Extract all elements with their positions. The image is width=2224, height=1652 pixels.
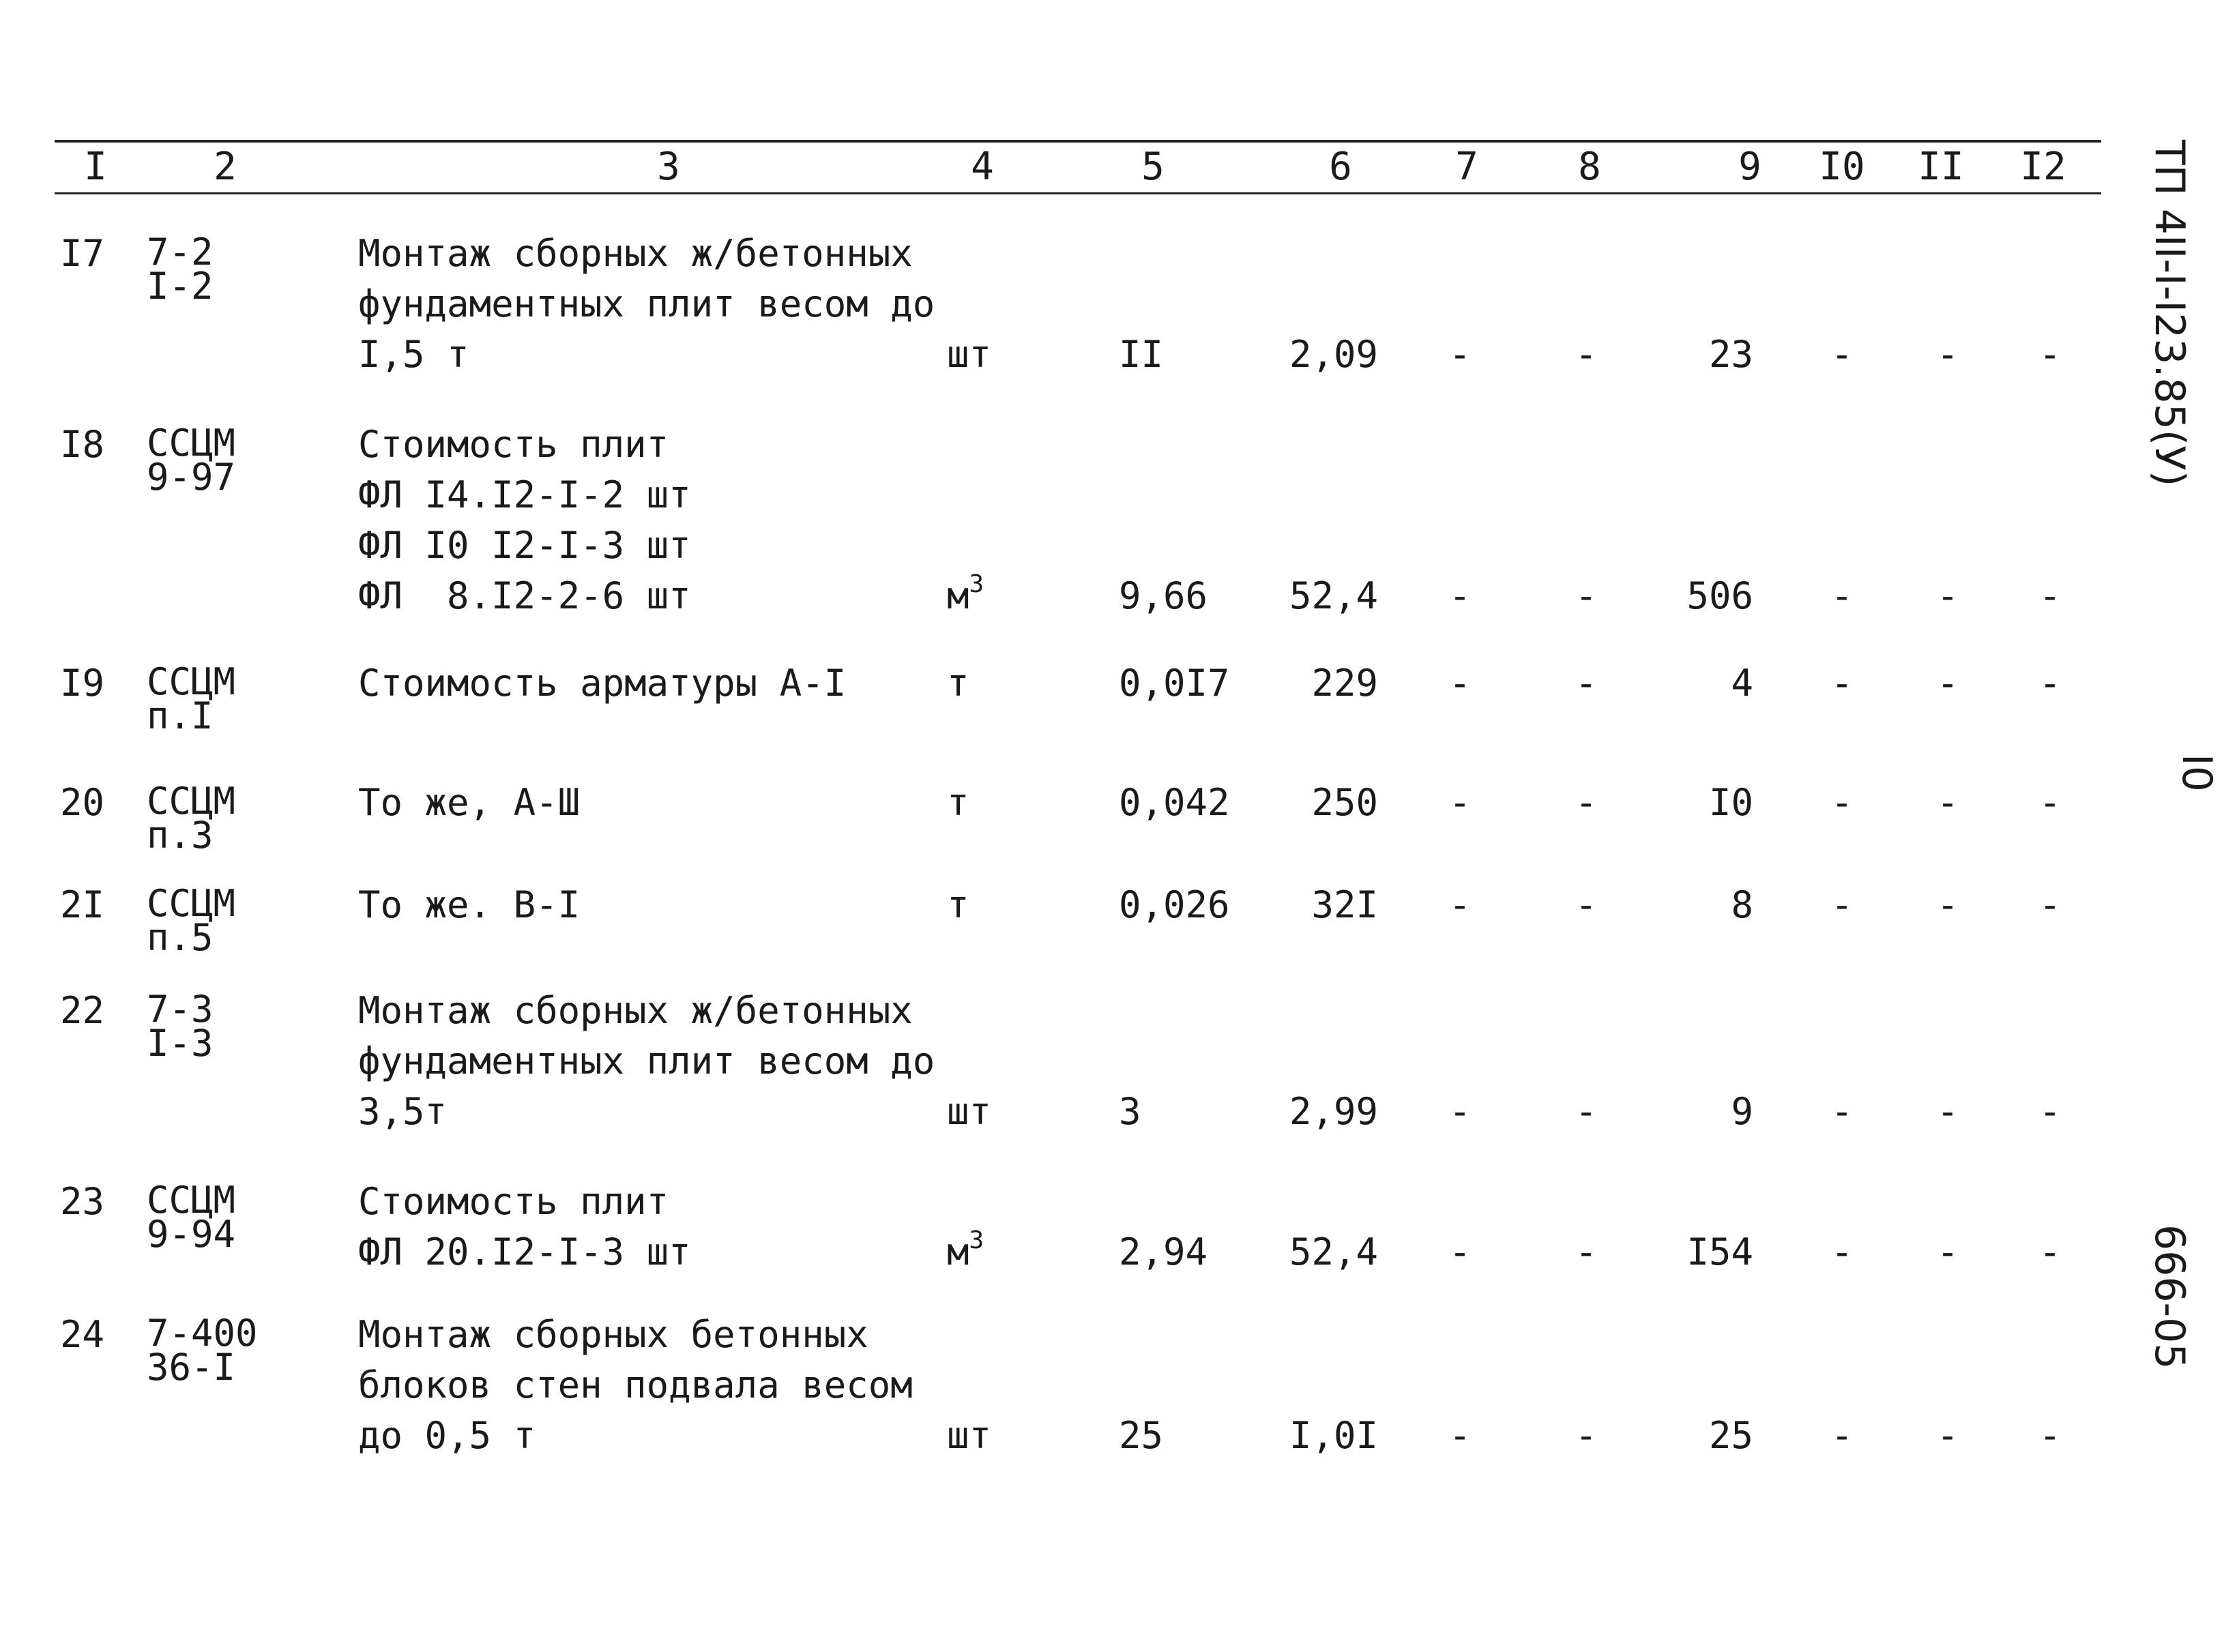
description-line: То же. В-I [358, 883, 581, 926]
norm-code-line: I-3 [147, 1022, 214, 1065]
unit [947, 571, 984, 621]
header-underline [55, 192, 2101, 194]
col7-value: - [1448, 333, 1472, 376]
col-header-5: 5 [1141, 145, 1165, 189]
col11-value: - [1936, 333, 1959, 376]
unit-exponent: 3 [969, 1226, 984, 1254]
quantity: 9,66 [1119, 574, 1208, 617]
unit-text: м [947, 1230, 969, 1273]
norm-code [147, 1312, 258, 1389]
norm-code-line: 9-97 [147, 456, 236, 499]
col-header-9: 9 [1738, 145, 1761, 189]
row-number: 22 [60, 989, 105, 1032]
description-line: фундаментных плит весом до [358, 1039, 935, 1082]
description-line: фундаментных плит весом до [358, 282, 935, 325]
unit-price: 52,4 [1289, 1230, 1378, 1273]
col10-value: - [1830, 1230, 1854, 1273]
row-number: 23 [60, 1180, 105, 1223]
norm-code-line: п.I [147, 694, 214, 737]
col8-value: - [1575, 1090, 1598, 1133]
col10-value: - [1830, 781, 1854, 824]
col8-value: - [1575, 574, 1598, 617]
col8-value: - [1575, 662, 1598, 705]
col-header-3: 3 [657, 145, 680, 189]
col10-value: - [1830, 574, 1854, 617]
total-cost: 8 [1731, 883, 1753, 926]
col12-value: - [2038, 1090, 2062, 1133]
work-description [358, 986, 935, 1137]
col10-value: - [1830, 1414, 1854, 1457]
total-cost: I54 [1686, 1230, 1753, 1273]
description-line: Монтаж сборных ж/бетонных [358, 989, 913, 1032]
col10-value: - [1830, 333, 1854, 376]
norm-code-line: ССЦМ [147, 882, 236, 925]
norm-code-line: п.5 [147, 916, 214, 959]
work-description [358, 658, 846, 709]
quantity: 3 [1119, 1090, 1141, 1133]
description-line: Стоимость плит [358, 423, 669, 466]
work-description [358, 1310, 913, 1461]
quantity: 2,94 [1119, 1230, 1208, 1273]
description-line: 3,5т [358, 1090, 448, 1133]
norm-code-line: ССЦМ [147, 780, 236, 823]
quantity: II [1119, 333, 1164, 376]
total-cost: 25 [1708, 1414, 1753, 1457]
norm-code-line: ССЦМ [147, 1179, 236, 1222]
col11-value: - [1936, 1414, 1959, 1457]
norm-code-line: 9-94 [147, 1213, 236, 1256]
col10-value: - [1830, 662, 1854, 705]
col12-value: - [2038, 883, 2062, 926]
col12-value: - [2038, 662, 2062, 705]
description-line: блоков стен подвала весом [358, 1363, 913, 1406]
norm-code [147, 882, 236, 959]
col7-value: - [1448, 574, 1472, 617]
norm-code [147, 660, 236, 737]
norm-code [147, 780, 236, 857]
unit-text: шт [947, 1414, 992, 1457]
col7-value: - [1448, 781, 1472, 824]
col-header-7: 7 [1455, 145, 1478, 189]
col12-value: - [2038, 1230, 2062, 1273]
total-cost: 9 [1731, 1090, 1753, 1133]
description-line: ФЛ 20.I2-I-3 шт [358, 1230, 691, 1273]
unit-price: 250 [1311, 781, 1378, 824]
quantity: 25 [1119, 1414, 1164, 1457]
col7-value: - [1448, 1090, 1472, 1133]
norm-code-line: I-2 [147, 265, 214, 308]
col7-value: - [1448, 883, 1472, 926]
col12-value: - [2038, 574, 2062, 617]
norm-code-line: 7-400 [147, 1312, 258, 1355]
description-line: ФЛ I0 I2-I-3 шт [358, 524, 691, 567]
norm-code-line: 7-2 [147, 231, 214, 274]
unit-text: т [947, 781, 969, 824]
unit-text: шт [947, 333, 992, 376]
row-number: 24 [60, 1313, 105, 1356]
col11-value: - [1936, 1230, 1959, 1273]
work-description [358, 419, 691, 621]
col12-value: - [2038, 781, 2062, 824]
col12-value: - [2038, 1414, 2062, 1457]
unit-price: 52,4 [1289, 574, 1378, 617]
row-number: 20 [60, 781, 105, 824]
unit-text: т [947, 883, 969, 926]
work-description [358, 228, 935, 380]
col12-value: - [2038, 333, 2062, 376]
unit-price: 229 [1311, 662, 1378, 705]
unit [947, 778, 969, 828]
total-cost: I0 [1708, 781, 1753, 824]
quantity: 0,026 [1119, 883, 1230, 926]
col-header-12: I2 [2020, 145, 2066, 189]
unit [947, 329, 991, 380]
col7-value: - [1448, 662, 1472, 705]
col-header-2: 2 [214, 145, 237, 189]
col10-value: - [1830, 1090, 1854, 1133]
total-cost: 4 [1731, 662, 1753, 705]
col11-value: - [1936, 781, 1959, 824]
description-line: ФЛ I4.I2-I-2 шт [358, 473, 691, 516]
col-header-8: 8 [1578, 145, 1601, 189]
unit-exponent: 3 [969, 570, 984, 598]
norm-code-line: п.3 [147, 814, 214, 857]
unit [947, 658, 969, 709]
description-line: до 0,5 т [358, 1414, 536, 1457]
quantity: 0,0I7 [1119, 662, 1230, 705]
col-header-11: II [1918, 145, 1964, 189]
col11-value: - [1936, 1090, 1959, 1133]
norm-code [147, 988, 214, 1065]
unit-price: 2,99 [1289, 1090, 1378, 1133]
norm-code-line: ССЦМ [147, 422, 236, 464]
description-line: ФЛ 8.I2-2-6 шт [358, 574, 691, 617]
description-line: Монтаж сборных ж/бетонных [358, 232, 913, 275]
description-line: Стоимость плит [358, 1180, 669, 1223]
col10-value: - [1830, 883, 1854, 926]
unit [947, 1087, 991, 1137]
unit-text: м [947, 574, 969, 617]
unit-text: шт [947, 1090, 992, 1133]
col8-value: - [1575, 1230, 1598, 1273]
row-number: I7 [60, 232, 105, 275]
unit-price: I,0I [1289, 1414, 1378, 1457]
quantity: 0,042 [1119, 781, 1230, 824]
description-line: То же, А-Ш [358, 781, 581, 824]
work-description [358, 1177, 691, 1278]
norm-code [147, 1179, 236, 1256]
norm-code-line: 36-I [147, 1346, 236, 1389]
unit [947, 1227, 984, 1278]
col8-value: - [1575, 333, 1598, 376]
total-cost: 506 [1686, 574, 1753, 617]
table-top-rule [55, 140, 2101, 143]
col7-value: - [1448, 1414, 1472, 1457]
work-description [358, 778, 580, 828]
unit [947, 1411, 991, 1461]
album-number: 666-05 [2146, 1224, 2193, 1370]
norm-code [147, 231, 214, 308]
description-line: Стоимость арматуры А-I [358, 662, 847, 705]
col-header-4: 4 [971, 145, 994, 189]
total-cost: 23 [1708, 333, 1753, 376]
unit-text: т [947, 662, 969, 705]
col-header-1: I [84, 145, 107, 189]
norm-code-line: ССЦМ [147, 660, 236, 703]
col11-value: - [1936, 574, 1959, 617]
col-header-6: 6 [1329, 145, 1352, 189]
document-code: ТП 4II-I-I23.85(У) [2146, 140, 2193, 487]
norm-code-line: 7-3 [147, 988, 214, 1031]
unit-price: 32I [1311, 883, 1378, 926]
norm-code [147, 422, 236, 499]
col8-value: - [1575, 1414, 1598, 1457]
col7-value: - [1448, 1230, 1472, 1273]
description-line: Монтаж сборных бетонных [358, 1313, 868, 1356]
col8-value: - [1575, 781, 1598, 824]
row-number: I8 [60, 423, 105, 466]
col11-value: - [1936, 662, 1959, 705]
work-description [358, 880, 580, 930]
page-number: I0 [2173, 754, 2221, 792]
row-number: 2I [60, 883, 105, 926]
col-header-10: I0 [1819, 145, 1865, 189]
col11-value: - [1936, 883, 1959, 926]
unit [947, 880, 969, 930]
row-number: I9 [60, 662, 105, 705]
col8-value: - [1575, 883, 1598, 926]
description-line: I,5 т [358, 333, 469, 376]
unit-price: 2,09 [1289, 333, 1378, 376]
